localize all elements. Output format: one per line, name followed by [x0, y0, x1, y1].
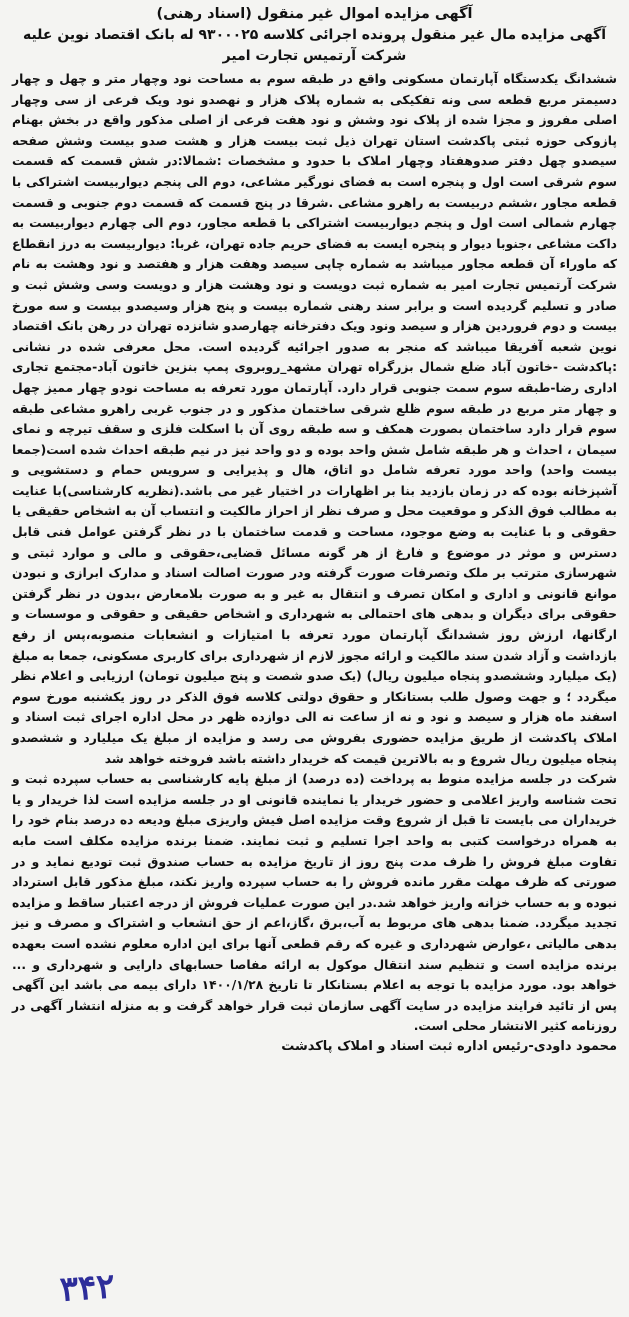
notice-subtitle-case: آگهی مزایده مال غیر منقول پرونده اجرائی کلاسه ۹۳۰۰۰۲۵ له بانک اقتصاد نوین علیه — [22, 27, 607, 43]
handwritten-number-mark: ۳۴۲ — [58, 1266, 117, 1310]
property-description-paragraph: ششدانگ یکدستگاه آپارتمان مسکونی واقع در طبقه سوم به مساحت نود وچهار متر و چهل و چهار دسیمتر مربع قطعه سی ونه تفکیکی به شماره پلاک هزار و نهصدو نود ویک فرعی از سی وچهار اصلی مفروز و مجزا شده از پلاک نود وشش و نود هفت فرعی از اصلی مذکور واقع در بخش بهنام پازوکی حوزه ثبتی پاکدشت استان تهران ذیل ثبت بیست هزار و هشت صدو بیست وشش صفحه سیصدو چهل دفتر صدوهفتاد وچهار املاک با حدود و مشخصات :شمالا:در شش قسمت که قسمت سوم شرقی است اول و پنجره است به فضای نورگیر مشاعی، دوم الی پنجم دیواربیست اشتراکی با قطعه مجاور ،ششم دربیست به راهرو مشاعی .شرقا در پنج قسمت که قسمت دوم جنوبی و قسمت چهارم شمالی است اول و پنجم دیواربیست اشتراکی با قطعه مجاور، دوم الی چهارم دیواربیست به داکت مشاعی ،جنوبا دیوار و پنجره ایست به فضای حریم جاده تهران، غربا: دیواربیست به درز انقطاع که ماوراء آن قطعه مجاور میباشد به شماره چاپی سیصد وهفت هزار و هفتصد و نود وهشت به نام شرکت آرتمیس تجارت امیر به شماره ثبت دویست و نود وهشت هزار و دویست وسی وشش ثبت و صادر و تسلیم گردیده است و برابر سند رهنی شماره بیست و پنج هزار وسیصدو بیست و سه مورخ بیست و دوم فروردین هزار و سیصد ونود ویک دفترخانه چهارصدو شانزده تهران در رهن بانک اقتصاد نوین شعبه آفریقا میباشد که منجر به صدور اجرائیه گردیده است. محل معرفی شده در نشانی :پاکدشت -خاتون آباد ضلع شمال بزرگراه تهران مشهد_روبروی پمپ بنزین خاتون آباد-مجتمع تجاری اداری رضا-طبقه سوم سمت جنوبی قرار دارد. آپارتمان مورد تعرفه به مساحت نودو چهار ممیز چهل و چهار متر مربع در طبقه سوم ظلع شرقی ساختمان مذکور و در جنوب غربی راهرو مشاعی طبقه سوم قرار دارد ساختمان بصورت همکف و سه طبقه روی آن با اسکلت فلزی و سقف تیرچه و نمای سیمان ، احداث و هر طبقه شامل شش واحد بوده و دو واحد نیز در نیم طبقه احداث شده است(جمعا بیست واحد) واحد مورد تعرفه شامل دو اتاق، هال و پذیرایی و سرویس حمام و دستشویی و آشپزخانه بوده که در زمان بازدید بنا بر اظهارات در اختیار غیر می باشد.(نظریه کارشناسی)با عنایت به مطالب فوق الذکر و موقعیت محل و صرف نظر از احراز مالکیت و انتساب آن به اشخاص حقیقی یا حقوقی و با عنایت به وضع موجود، مساحت و قدمت ساختمان با در نظر گرفتن عوامل فنی قابل دسترس و موثر در موضوع و فارغ از هر گونه مسائل قضایی،حقوقی و مالی و موارد ثبتی و شهرسازی مترتب بر ملک وتصرفات صورت گرفته ودر صورت اصالت اسناد و مدارک ابرازی و نبودن موانع قانونی و اداری و امکان تصرف و انتقال به غیر و به صورت بلامعارض ،بدون در نظر گرفتن حقوقی برای دیگران و بدهی های احتمالی به شهرداری و اشخاص حقیقی و حقوقی و موسسات و ارگانها، ارزش روز ششدانگ آپارتمان مورد تعرفه با امتیازات و انشعابات منصوبه،پس از رفع بازداشت و آزاد شدن سند مالکیت و ارائه مجوز لازم از شهرداری برای کاربری مسکونی، جمعا به مبلغ (یک میلیارد وششصدو پنجاه میلیون ریال) (یک صدو شصت و پنج میلیون تومان) ارزیابی و اعلام نظر میگردد ؛ و جهت وصول طلب بستانکار و حقوق دولتی کلاسه فوق الذکر در روز یکشنبه مورخ سوم اسفند ماه هزار و سیصد و نود و نه از ساعت نه الی دوازده ظهر در محل اداره اجرای ثبت اسناد و املاک پاکدشت از طریق مزایده حضوری بفروش می رسد و مزایده از مبلغ یک میلیارد و ششصدو پنجاه میلیون ریال شروع و به بالاترین قیمت که خریدار داشته باشد فروخته خواهد شد — [12, 72, 617, 766]
notice-subtitle-debtor: شرکت آرتمیس تجارت امیر — [222, 48, 407, 64]
notice-body — [12, 69, 617, 1037]
signature-line: محمود داودی-رئیس اداره ثبت اسناد و املاک پاکدشت — [281, 1038, 617, 1054]
auction-terms-paragraph: شرکت در جلسه مزایده منوط به پرداخت (ده درصد) از مبلغ پایه کارشناسی به حساب سپرده ثبت و تحت شناسه واریز اعلامی و حضور خریدار یا نماینده قانونی او در جلسه مزایده است لذا خریدار و یا خریداران می بایست تا قبل از شروع وقت مزایده اصل فیش واریزی مبلغ ودیعه ده درصد بنام خود را به همراه درخواست کتبی به واحد اجرا تسلیم و ثبت نمایند. ضمنا برنده مزایده مکلف است مابه تفاوت مبلغ فروش را ظرف مدت پنج روز از تاریخ مزایده به حساب صندوق ثبت تودیع نماید و در صورتی که ظرف مهلت مقرر مانده فروش را به حساب سپرده واریز نکند، مبلغ مذکور قابل استرداد نبوده و به حساب خزانه واریز خواهد شد.در این صورت عملیات فروش از درجه اعتبار ساقط و مزایده تجدید میگردد. ضمنا بدهی های مربوط به آب،برق ،گاز،اعم از حق انشعاب و اشتراک و مصرف و نیز بدهی مالیاتی ،عوارض شهرداری و غیره که رقم قطعی آنها برای این اداره معلوم نشده است بعهده برنده مزایده است و تنظیم سند انتقال موکول به ارائه مفاصا حسابهای دارایی و شهرداری و ... خواهد بود. مورد مزایده با توجه به اعلام بستانکار تا تاریخ ۱۴۰۰/۱/۲۸ دارای بیمه می باشد این آگهی پس از تائید فرایند مزایده در سایت آگهی سازمان ثبت قرار خواهد گرفت و به منزله انتشار آگهی در روزنامه کثیر الانتشار محلی است. — [12, 772, 617, 1034]
notice-title: آگهی مزایده اموال غیر منقول (اسناد رهنی) — [156, 6, 473, 22]
